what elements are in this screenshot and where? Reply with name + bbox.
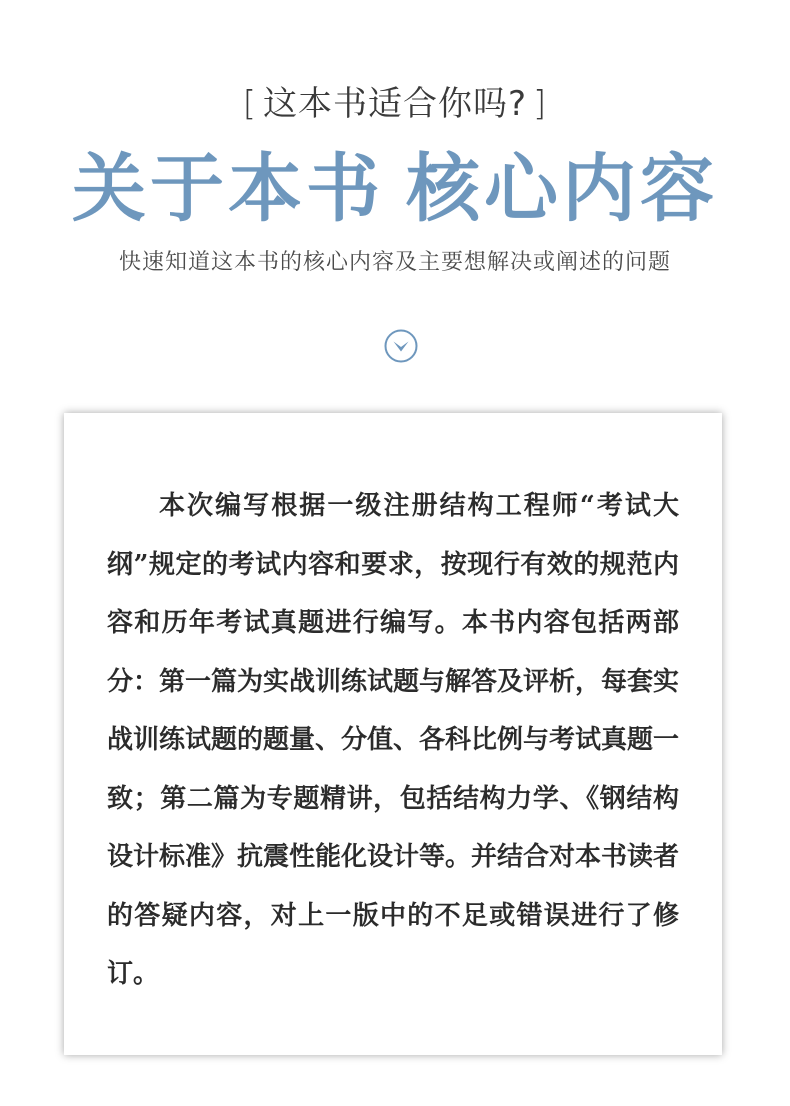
page-title — [0, 144, 790, 234]
content-paragraph: 本次编写根据一级注册结构工程师“考试大纲”规定的考试内容和要求，按现行有效的规范内容和历年考试真题进行编写。本书内容包括两部分：第一篇为实战训练试题与解答及评析，每套实战训练试题的题量、分值、各科比例与考试真题一致；第二篇为专题精讲，包括结构力学、《钢结构设计标准》抗震性能化设计等。并结合对本书读者的答疑内容，对上一版中的不足或错误进行了修订。 — [107, 491, 680, 989]
page-subtitle: 快速知道这本书的核心内容及主要想解决或阐述的问题 — [118, 250, 671, 275]
title-part-core-content: 核心内容 — [406, 146, 718, 232]
chevron-down-circle-icon — [384, 329, 418, 363]
section-kicker — [0, 82, 790, 126]
kicker-text: 这本书适合你吗? — [262, 84, 528, 124]
title-part-about-book: 关于本书 — [72, 146, 384, 232]
bracket-right: ] — [533, 84, 548, 124]
bracket-left: [ — [242, 84, 257, 124]
